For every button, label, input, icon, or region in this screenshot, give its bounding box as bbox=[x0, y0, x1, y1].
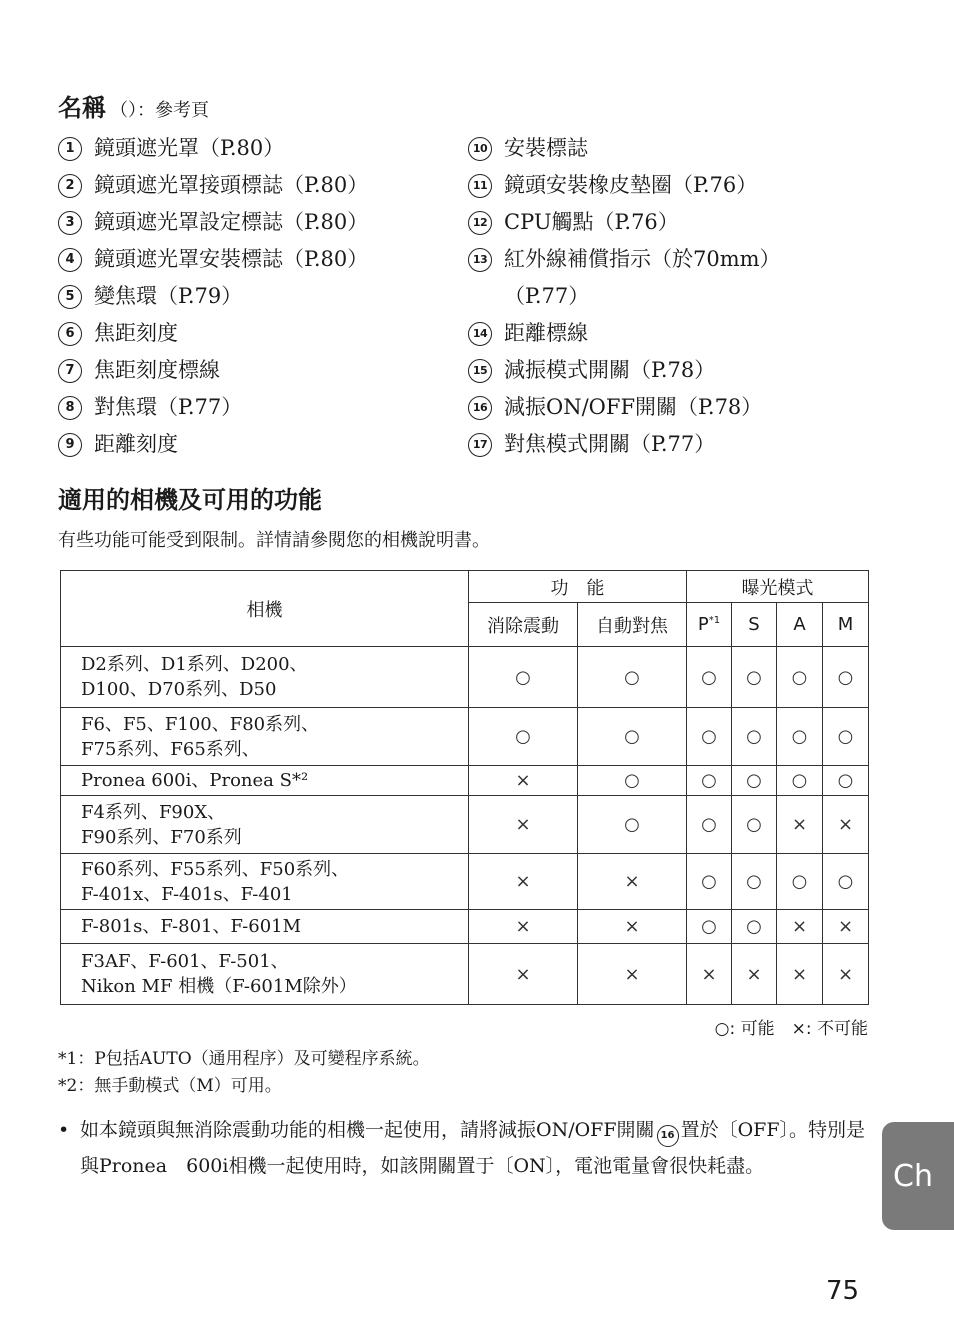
header-camera: 相機 bbox=[61, 571, 469, 647]
bullet: • bbox=[58, 1119, 70, 1141]
header-p: $P^{*1}$ bbox=[687, 603, 732, 647]
footnote-2: *2：無手動模式（M）可用。 bbox=[58, 1076, 282, 1096]
availability-cell: ○ bbox=[687, 796, 732, 854]
part-number: 4 bbox=[58, 248, 82, 272]
parts-list-right bbox=[468, 130, 781, 463]
section-title: 適用的相機及可用的功能 bbox=[58, 486, 322, 514]
part-item bbox=[58, 315, 368, 352]
part-item bbox=[468, 389, 781, 426]
availability-cell: ○ bbox=[777, 708, 823, 766]
availability-cell: × bbox=[777, 944, 823, 1005]
availability-cell: × bbox=[469, 854, 578, 910]
part-label-continued: （P.77） bbox=[504, 284, 590, 308]
part-label: 減振模式開關（P.78） bbox=[504, 358, 716, 382]
footnote-1: *1：P包括AUTO（通用程序）及可變程序系統。 bbox=[58, 1049, 430, 1069]
availability-cell: ○ bbox=[823, 766, 869, 796]
part-item bbox=[58, 204, 368, 241]
part-item bbox=[468, 204, 781, 241]
part-number: 8 bbox=[58, 396, 82, 420]
part-number: 11 bbox=[468, 174, 492, 198]
part-label: 變焦環（P.79） bbox=[94, 284, 243, 308]
part-item bbox=[468, 241, 781, 278]
part-label: 距離刻度 bbox=[94, 432, 178, 456]
availability-cell: ○ bbox=[732, 647, 777, 708]
camera-cell bbox=[61, 944, 469, 1005]
camera-cell bbox=[61, 796, 469, 854]
part-label: 對焦環（P.77） bbox=[94, 395, 243, 419]
part-number: 15 bbox=[468, 359, 492, 383]
compatibility-table bbox=[60, 570, 869, 1005]
part-label: 對焦模式開關（P.77） bbox=[504, 432, 716, 456]
availability-cell: ○ bbox=[687, 854, 732, 910]
part-item bbox=[468, 315, 781, 352]
availability-cell: ○ bbox=[687, 910, 732, 944]
part-item bbox=[58, 352, 368, 389]
availability-cell: × bbox=[777, 910, 823, 944]
availability-cell: × bbox=[823, 910, 869, 944]
part-label: 鏡頭安裝橡皮墊圈（P.76） bbox=[504, 173, 758, 197]
availability-cell: × bbox=[732, 944, 777, 1005]
availability-cell: × bbox=[777, 796, 823, 854]
part-number: 1 bbox=[58, 137, 82, 161]
part-label: 鏡頭遮光罩安裝標誌（P.80） bbox=[94, 247, 369, 271]
availability-cell: ○ bbox=[823, 647, 869, 708]
availability-cell: ○ bbox=[823, 708, 869, 766]
part-number: 10 bbox=[468, 137, 492, 161]
availability-cell: × bbox=[687, 944, 732, 1005]
note-text-1: 如本鏡頭與無消除震動功能的相機一起使用，請將減振ON/OFF開關 bbox=[80, 1119, 655, 1141]
camera-line-1: D2系列、D1系列、D200、 bbox=[81, 654, 308, 675]
part-number: 14 bbox=[468, 322, 492, 346]
note-text-2: 置於〔OFF〕。特別是與Pronea 600i相機一起使用時，如該開關置于〔ON〕，電池電量會很快耗盡。 bbox=[80, 1119, 866, 1177]
part-label: CPU觸點（P.76） bbox=[504, 210, 679, 234]
table-row bbox=[61, 910, 869, 944]
camera-cell bbox=[61, 854, 469, 910]
part-number: 12 bbox=[468, 211, 492, 235]
part-label: 減振ON/OFF開關（P.78） bbox=[504, 395, 763, 419]
part-number: 2 bbox=[58, 174, 82, 198]
header-m: M bbox=[823, 603, 869, 647]
camera-line-1: F-801s、F-801、F-601M bbox=[81, 916, 302, 937]
availability-cell: ○ bbox=[732, 854, 777, 910]
camera-line-1: F60系列、F55系列、F50系列、 bbox=[81, 858, 350, 880]
availability-cell: × bbox=[823, 796, 869, 854]
part-number: 7 bbox=[58, 359, 82, 383]
camera-cell bbox=[61, 766, 469, 796]
availability-cell: ○ bbox=[732, 766, 777, 796]
part-number: 13 bbox=[468, 248, 492, 272]
part-number: 9 bbox=[58, 433, 82, 457]
part-number: 16 bbox=[468, 396, 492, 420]
camera-cell bbox=[61, 647, 469, 708]
availability-cell: × bbox=[578, 854, 687, 910]
names-subtitle: （）：參考頁 bbox=[110, 100, 209, 121]
part-label: 鏡頭遮光罩接頭標誌（P.80） bbox=[94, 173, 369, 197]
part-item bbox=[468, 426, 781, 463]
part-label: 安裝標誌 bbox=[504, 136, 588, 160]
language-tab: Ch bbox=[882, 1122, 954, 1230]
camera-line-2: F75系列、F65系列、 bbox=[81, 738, 260, 760]
part-item bbox=[58, 278, 368, 315]
availability-cell: × bbox=[469, 944, 578, 1005]
availability-cell: × bbox=[469, 766, 578, 796]
table-legend: ○: 可能 ×: 不可能 bbox=[714, 1019, 868, 1039]
header-a: A bbox=[777, 603, 823, 647]
part-item bbox=[468, 352, 781, 389]
part-item bbox=[58, 167, 368, 204]
part-item bbox=[58, 130, 368, 167]
availability-cell: ○ bbox=[823, 854, 869, 910]
camera-line-1: Pronea 600i、Pronea S*² bbox=[81, 770, 309, 791]
part-item bbox=[58, 241, 368, 278]
table-row bbox=[61, 766, 869, 796]
availability-cell: ○ bbox=[469, 647, 578, 708]
table-row bbox=[61, 854, 869, 910]
camera-line-1: F3AF、F-601、F-501、 bbox=[81, 951, 289, 972]
availability-cell: ○ bbox=[777, 854, 823, 910]
part-label: 鏡頭遮光罩（P.80） bbox=[94, 136, 285, 160]
availability-cell: × bbox=[578, 944, 687, 1005]
camera-cell bbox=[61, 910, 469, 944]
names-title: 名稱 bbox=[58, 93, 106, 122]
part-item bbox=[58, 426, 368, 463]
usage-note bbox=[58, 1112, 866, 1184]
part-number: 17 bbox=[468, 433, 492, 457]
part-label: 距離標線 bbox=[504, 321, 588, 345]
availability-cell: ○ bbox=[687, 708, 732, 766]
availability-cell: ○ bbox=[578, 796, 687, 854]
camera-line-2: F-401x、F-401s、F-401 bbox=[81, 883, 293, 905]
camera-line-2: D100、D70系列、D50 bbox=[81, 679, 277, 700]
camera-line-1: F4系列、F90X、 bbox=[81, 801, 226, 823]
part-item bbox=[468, 130, 781, 167]
part-label: 焦距刻度標線 bbox=[94, 358, 220, 382]
table-row bbox=[61, 944, 869, 1005]
availability-cell: × bbox=[578, 910, 687, 944]
part-label: 紅外線補償指示（於70mm） bbox=[504, 247, 781, 271]
header-vr: 消除震動 bbox=[469, 603, 578, 647]
availability-cell: × bbox=[823, 944, 869, 1005]
part-item bbox=[58, 389, 368, 426]
availability-cell: × bbox=[469, 910, 578, 944]
part-number: 3 bbox=[58, 211, 82, 235]
part-number: 5 bbox=[58, 285, 82, 309]
parts-list-left bbox=[58, 130, 368, 463]
camera-line-2: Nikon MF 相機（F-601M除外） bbox=[81, 976, 357, 997]
camera-cell bbox=[61, 708, 469, 766]
page-number: 75 bbox=[826, 1276, 860, 1306]
part-label: 焦距刻度 bbox=[94, 321, 178, 345]
availability-cell: ○ bbox=[578, 708, 687, 766]
header-function: 功 能 bbox=[469, 571, 687, 603]
part-item bbox=[468, 167, 781, 204]
availability-cell: ○ bbox=[469, 708, 578, 766]
availability-cell: ○ bbox=[777, 766, 823, 796]
names-heading bbox=[58, 88, 209, 123]
camera-line-2: F90系列、F70系列 bbox=[81, 826, 242, 848]
header-exposure: 曝光模式 bbox=[687, 571, 869, 603]
section-intro: 有些功能可能受到限制。詳情請參閱您的相機說明書。 bbox=[58, 530, 490, 551]
ref-number-16: 16 bbox=[657, 1125, 679, 1147]
availability-cell: ○ bbox=[578, 647, 687, 708]
part-number: 6 bbox=[58, 322, 82, 346]
availability-cell: ○ bbox=[578, 766, 687, 796]
availability-cell: ○ bbox=[777, 647, 823, 708]
part-label: 鏡頭遮光罩設定標誌（P.80） bbox=[94, 210, 369, 234]
table-row bbox=[61, 796, 869, 854]
availability-cell: ○ bbox=[732, 910, 777, 944]
availability-cell: ○ bbox=[732, 708, 777, 766]
table-row bbox=[61, 708, 869, 766]
availability-cell: ○ bbox=[687, 647, 732, 708]
header-s: S bbox=[732, 603, 777, 647]
camera-line-1: F6、F5、F100、F80系列、 bbox=[81, 713, 320, 735]
header-af: 自動對焦 bbox=[578, 603, 687, 647]
availability-cell: ○ bbox=[687, 766, 732, 796]
availability-cell: ○ bbox=[732, 796, 777, 854]
availability-cell: × bbox=[469, 796, 578, 854]
table-row bbox=[61, 647, 869, 708]
